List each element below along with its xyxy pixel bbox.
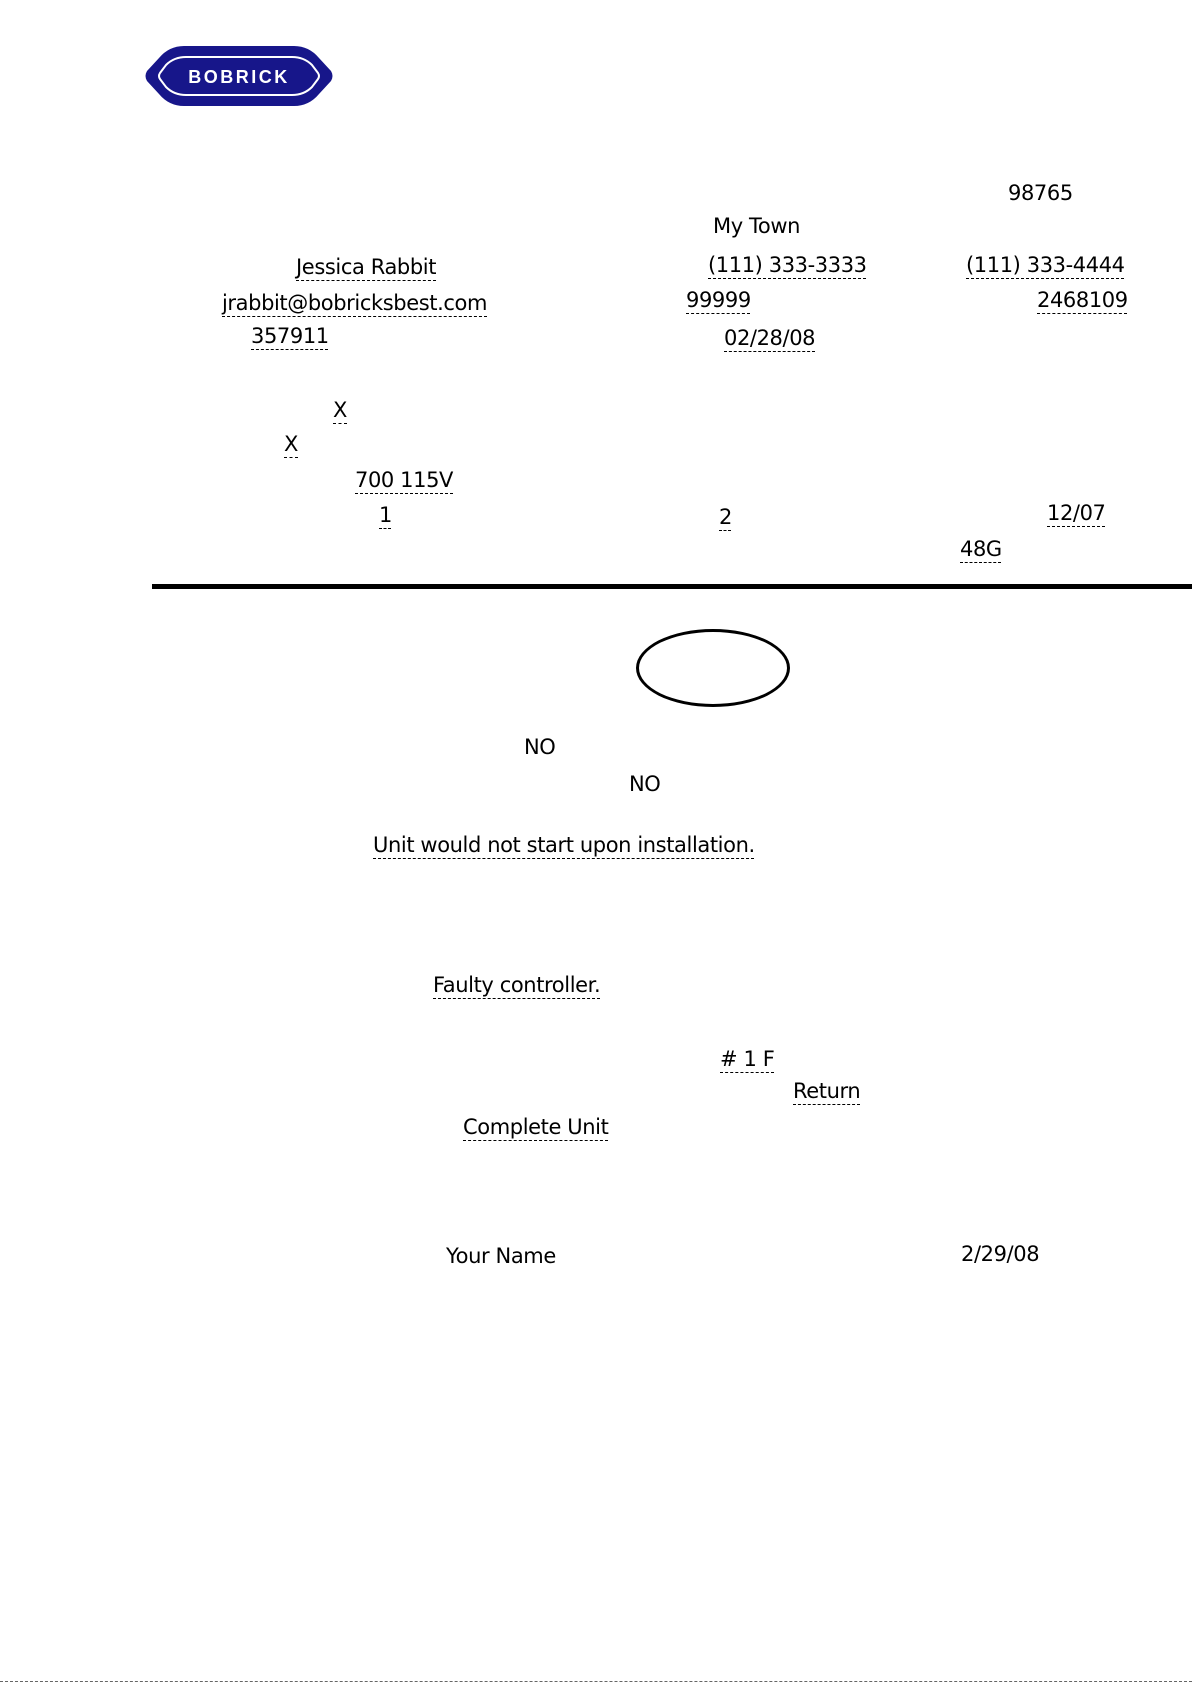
reference-field[interactable]: # 1 F — [720, 1047, 775, 1071]
problem-description-field[interactable]: Unit would not start upon installation. — [373, 833, 755, 857]
logo-text: BOBRICK — [188, 67, 290, 87]
item-2-field[interactable]: 2 — [719, 505, 732, 529]
page-bottom-dashed-edge — [0, 1681, 1192, 1682]
fax-field[interactable]: (111) 333-4444 — [966, 253, 1125, 277]
bobrick-logo — [144, 43, 334, 109]
part-field[interactable]: Complete Unit — [463, 1115, 609, 1139]
section-divider — [152, 584, 1192, 589]
signature-date-value: 2/29/08 — [961, 1242, 1040, 1266]
cause-field[interactable]: Faulty controller. — [433, 973, 601, 997]
phone-field[interactable]: (111) 333-3333 — [708, 253, 867, 277]
email-field[interactable]: jrabbit@bobricksbest.com — [222, 291, 488, 315]
invoice-number-field[interactable]: 357911 — [251, 324, 329, 348]
action-field[interactable]: Return — [793, 1079, 861, 1103]
zip-value: 98765 — [1008, 181, 1073, 205]
signature-name-value: Your Name — [446, 1244, 556, 1268]
checkbox-mark-1[interactable]: X — [333, 398, 347, 422]
circled-answer-oval — [636, 629, 790, 707]
code-48g-field[interactable]: 48G — [960, 537, 1002, 561]
date-code-field[interactable]: 12/07 — [1047, 501, 1106, 525]
quantity-field[interactable]: 1 — [379, 503, 392, 527]
city-value: My Town — [713, 214, 801, 238]
contact-name-field[interactable]: Jessica Rabbit — [296, 255, 437, 279]
answer-1-value: NO — [524, 735, 556, 759]
date-received-field[interactable]: 02/28/08 — [724, 326, 816, 350]
order-number-field[interactable]: 2468109 — [1037, 288, 1128, 312]
model-field[interactable]: 700 115V — [355, 468, 454, 492]
checkbox-mark-2[interactable]: X — [284, 432, 298, 456]
customer-number-field[interactable]: 99999 — [686, 288, 751, 312]
answer-2-value: NO — [629, 772, 661, 796]
